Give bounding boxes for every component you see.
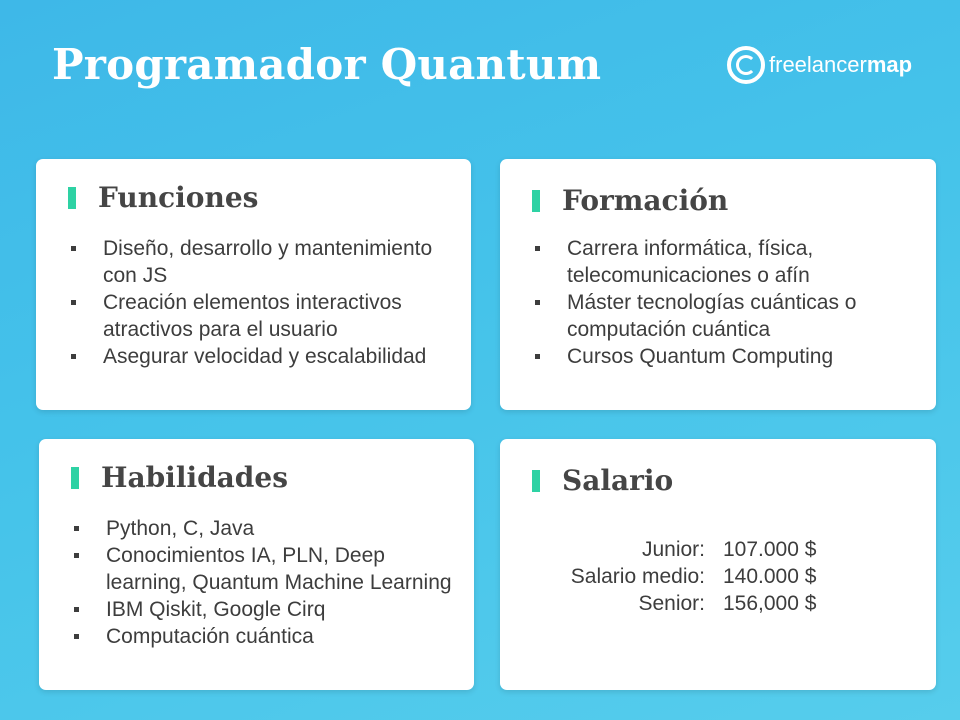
card-title: Salario (562, 464, 674, 497)
list-item: Asegurar velocidad y escalabilidad (70, 343, 451, 370)
salary-label: Junior: (641, 538, 705, 561)
habilidades-list (73, 515, 454, 650)
list-item: Cursos Quantum Computing (534, 343, 916, 370)
freelancermap-logo-icon (727, 46, 765, 84)
card-salario (500, 439, 936, 690)
card-title: Formación (562, 184, 729, 217)
list-item: Máster tecnologías cuánticas o computación cuántica (534, 289, 916, 343)
card-header (71, 461, 288, 494)
salary-value: 156,000 $ (723, 592, 817, 615)
salary-row (540, 563, 816, 590)
salary-row (540, 590, 816, 617)
salary-value: 140.000 $ (723, 565, 817, 588)
card-funciones (36, 159, 471, 410)
salary-label: Senior: (638, 592, 705, 615)
salary-value: 107.000 $ (723, 538, 817, 561)
logo-text-light: freelancer (769, 52, 867, 77)
list-item: Python, C, Java (73, 515, 454, 542)
card-title: Habilidades (101, 461, 288, 494)
card-header (532, 184, 728, 217)
list-item: Carrera informática, física, telecomunicaciones o afín (534, 235, 916, 289)
list-item: Conocimientos IA, PLN, Deep learning, Quantum Machine Learning (73, 542, 454, 596)
freelancermap-logo (727, 44, 912, 86)
salary-table (540, 536, 816, 617)
list-item: IBM Qiskit, Google Cirq (73, 596, 454, 623)
logo-text (769, 52, 912, 78)
salary-label: Salario medio: (570, 565, 705, 588)
list-item: Creación elementos interactivos atractivos para el usuario (70, 289, 451, 343)
page-title: Programador Quantum (52, 40, 602, 89)
accent-bar (71, 467, 79, 489)
card-header (68, 181, 258, 214)
list-item: Computación cuántica (73, 623, 454, 650)
funciones-list (70, 235, 451, 370)
salary-row (540, 536, 816, 563)
accent-bar (532, 470, 540, 492)
logo-text-bold: map (866, 52, 913, 77)
list-item: Diseño, desarrollo y mantenimiento con JS (70, 235, 451, 289)
accent-bar (68, 187, 76, 209)
card-formacion (500, 159, 936, 410)
card-habilidades (39, 439, 474, 690)
card-header (532, 464, 673, 497)
accent-bar (532, 190, 540, 212)
card-title: Funciones (98, 181, 259, 214)
formacion-list (534, 235, 916, 370)
